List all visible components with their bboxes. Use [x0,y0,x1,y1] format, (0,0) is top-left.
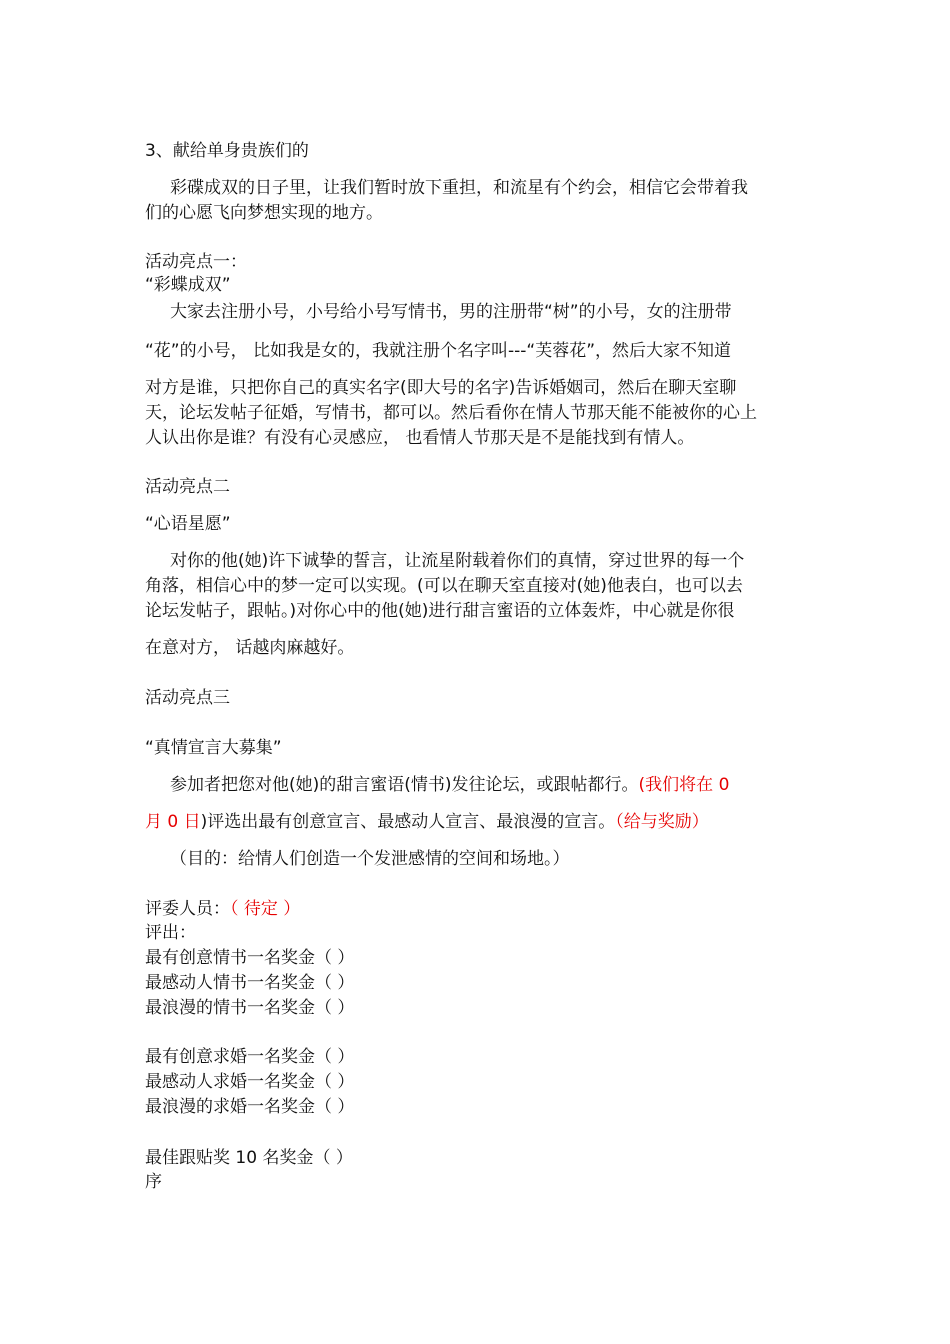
award-item: 最感动人求婚一名奖金（ ） [145,1072,355,1092]
award-item: 最浪漫的求婚一名奖金（ ） [145,1097,355,1117]
highlight3-body-2-text: )评选出最有创意宣言、最感动人宣言、最浪漫的宣言。 [200,812,616,832]
judges-label: 评委人员： [145,899,230,919]
highlight3-body-1 [170,773,810,797]
highlight3-reward-note: （给与奖励） [615,812,709,832]
section-heading: 3、献给单身贵族们的 [145,141,309,161]
highlight1-title: “彩蝶成双” [145,275,231,295]
highlight3-title: “真情宣言大募集” [145,738,282,758]
highlight3-date-open: (我们将在 0 [638,775,730,795]
highlight3-label: 活动亮点三 [145,688,230,708]
award-item: 最佳跟贴奖 10 名奖金（ ） [145,1148,353,1168]
highlight3-date: 月 0 日 [145,812,201,832]
highlight1-body-1: 大家去注册小号，小号给小号写情书，男的注册带“树”的小号，女的注册带 [170,302,732,322]
highlight1-body-5: 人认出你是谁？有没有心灵感应， 也看情人节那天是不是能找到有情人。 [145,428,695,448]
award-item: 最感动人情书一名奖金（ ） [145,973,355,993]
awards-label: 评出： [145,923,196,943]
award-item: 最浪漫的情书一名奖金（ ） [145,998,355,1018]
highlight1-label: 活动亮点一： [145,252,247,272]
highlight2-body-4: 在意对方， 话越肉麻越好。 [145,638,355,658]
highlight2-title: “心语星愿” [145,514,231,534]
intro-line-2: 们的心愿飞向梦想实现的地方。 [145,203,383,223]
award-item: 最有创意求婚一名奖金（ ） [145,1047,355,1067]
award-item: 最有创意情书一名奖金（ ） [145,948,355,968]
trailing-text: 序 [145,1172,162,1192]
highlight3-body-1-text: 参加者把您对他(她)的甜言蜜语(情书)发往论坛，或跟帖都行。 [170,775,639,795]
highlight1-body-2: “花”的小号， 比如我是女的，我就注册个名字叫---“芙蓉花”，然后大家不知道 [145,341,732,361]
intro-line-1: 彩碟成双的日子里，让我们暂时放下重担，和流星有个约会，相信它会带着我 [170,178,748,198]
judges-value: （ 待定 ） [230,899,301,919]
highlight3-purpose: （目的：给情人们创造一个发泄感情的空间和场地。） [170,849,570,869]
highlight2-label: 活动亮点二 [145,477,230,497]
highlight2-body-1: 对你的他(她)许下诚挚的誓言，让流星附载着你们的真情，穿过世界的每一个 [170,551,745,571]
highlight1-body-3: 对方是谁，只把你自己的真实名字(即大号的名字)告诉婚姻司，然后在聊天室聊 [145,378,737,398]
highlight2-body-3: 论坛发帖子，跟帖。)对你心中的他(她)进行甜言蜜语的立体轰炸，中心就是你很 [145,601,735,621]
judges-line [145,897,810,921]
highlight1-body-4: 天，论坛发帖子征婚，写情书，都可以。然后看你在情人节那天能不能被你的心上 [145,403,757,423]
highlight2-body-2: 角落，相信心中的梦一定可以实现。(可以在聊天室直接对(她)他表白，也可以去 [145,576,743,596]
highlight3-body-2 [145,810,810,834]
